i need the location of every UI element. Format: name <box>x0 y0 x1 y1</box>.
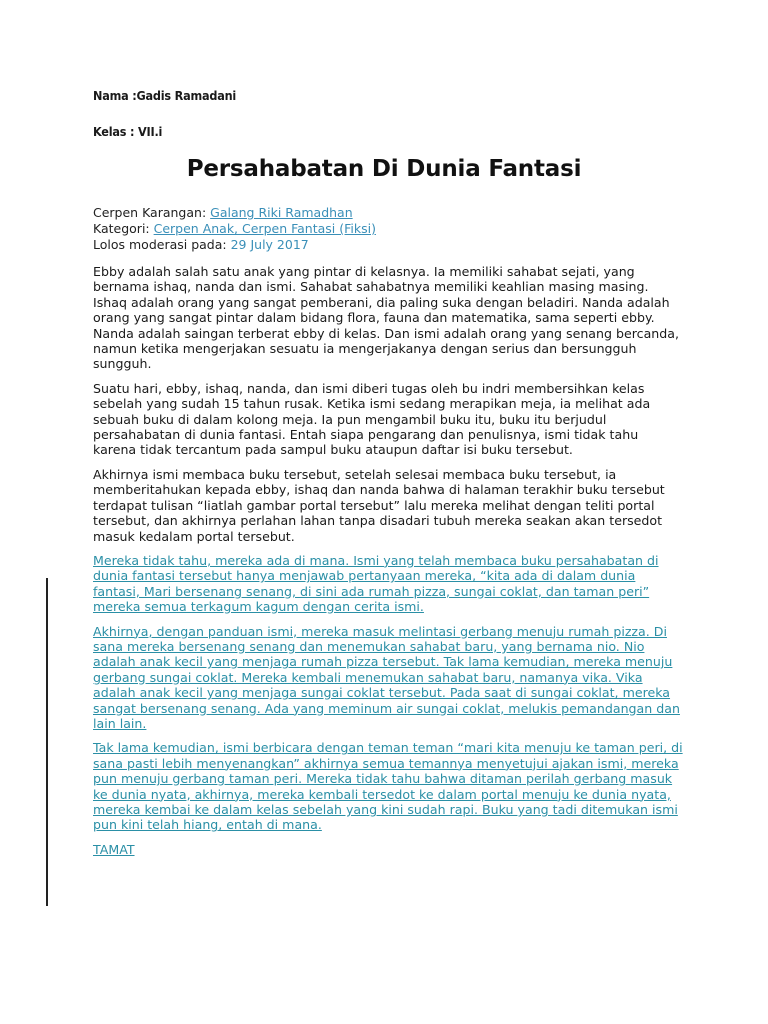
paragraph-4-link[interactable]: Mereka tidak tahu, mereka ada di mana. Ismi yang telah membaca buku persahabatan di dunia fantasi tersebut hanya menjawab pertanyaan mereka, “kita ada di dalam dunia fantasi, Mari bersenang senang, di sini ada rumah pizza, sungai coklat, dan taman peri” mereka semua terkagum kagum dengan cerita ismi. <box>93 552 659 615</box>
moderation-row <box>93 237 376 253</box>
paragraph-6-link[interactable]: Tak lama kemudian, ismi berbicara dengan teman teman “mari kita menuju ke taman peri, di sana pasti lebih menyenangkan” akhirnya semua temannya menyetujui ajakan ismi, mereka pun menuju gerbang taman peri. Mereka tidak tahu bahwa ditaman perilah gerbang masuk ke dunia nyata, akhirnya, mereka kembali tersedot ke dalam portal menuju ke dunia nyata, mereka kembai ke dalam kelas sebelah yang kini sudah rapi. Buku yang tadi ditemukan ismi pun kini telah hiang, entah di mana. <box>93 740 683 833</box>
moderation-label: Lolos moderasi pada: <box>93 237 231 252</box>
category-label: Kategori: <box>93 221 154 236</box>
moderation-date: 29 July 2017 <box>230 237 309 252</box>
student-class: Kelas : VII.i <box>93 124 163 139</box>
author-link[interactable]: Galang Riki Ramadhan <box>210 205 353 220</box>
category-row <box>93 221 376 237</box>
paragraph-1: Ebby adalah salah satu anak yang pintar di kelasnya. Ia memiliki sahabat sejati, yang bernama ishaq, nanda dan ismi. Sahabat sahabatnya memiliki keahlian masing masing. Ishaq adalah orang yang sangat pemberani, dia paling suka dengan beladiri. Nanda adalah orang yang sangat pintar dalam bidang flora, fauna dan matematika, sama seperti ebby. Nanda adalah saingan terberat ebby di kelas. Dan ismi adalah orang yang senang bercanda, namun ketika mengerjakan sesuatu ia mengerjakanya dengan serius dan bersungguh sungguh. <box>93 264 679 372</box>
category-link[interactable]: Cerpen Anak, Cerpen Fantasi (Fiksi) <box>153 221 376 236</box>
ending-link[interactable]: TAMAT <box>93 841 135 857</box>
story-meta <box>93 205 376 253</box>
paragraph-3: Akhirnya ismi membaca buku tersebut, setelah selesai membaca buku tersebut, ia memberitahukan kepada ebby, ishaq dan nanda bahwa di halaman terakhir buku tersebut terdapat tulisan “liatlah gambar portal tersebut” lalu mereka melihat dengan teliti portal tersebut, dan akhirnya perlahan lahan tanpa disadari tubuh mereka seakan akan tersedot masuk kedalam portal tersebut. <box>93 466 665 544</box>
story-title: Persahabatan Di Dunia Fantasi <box>186 156 582 182</box>
paragraph-5-link[interactable]: Akhirnya, dengan panduan ismi, mereka masuk melintasi gerbang menuju rumah pizza. Di sana mereka bersenang senang dan menemukan sahabat baru, yang bernama nio. Nio adalah anak kecil yang menjaga rumah pizza tersebut. Tak lama kemudian, mereka menuju gerbang sungai coklat. Mereka kembali menemukan sahabat baru, namanya vika. Vika adalah anak kecil yang menjaga sungai coklat tersebut. Pada saat di sungai coklat, mereka sangat bersenang senang. Ada yang meminum air sungai coklat, melukis pemandangan dan lain lain. <box>93 623 680 731</box>
author-row <box>93 205 376 221</box>
story-body <box>93 264 683 866</box>
author-label: Cerpen Karangan: <box>93 205 211 220</box>
student-name: Nama :Gadis Ramadani <box>93 88 237 103</box>
paragraph-2: Suatu hari, ebby, ishaq, nanda, dan ismi diberi tugas oleh bu indri membersihkan kelas sebelah yang sudah 15 tahun rusak. Ketika ismi sedang merapikan meja, ia melihat ada sebuah buku di dalam kolong meja. Ia pun mengambil buku itu, buku itu berjudul persahabatan di dunia fantasi. Entah siapa pengarang dan penulisnya, ismi tidak tahu karena tidak tercantum pada sampul buku ataupun daftar isi buku tersebut. <box>93 380 651 458</box>
revision-bar <box>46 578 48 906</box>
